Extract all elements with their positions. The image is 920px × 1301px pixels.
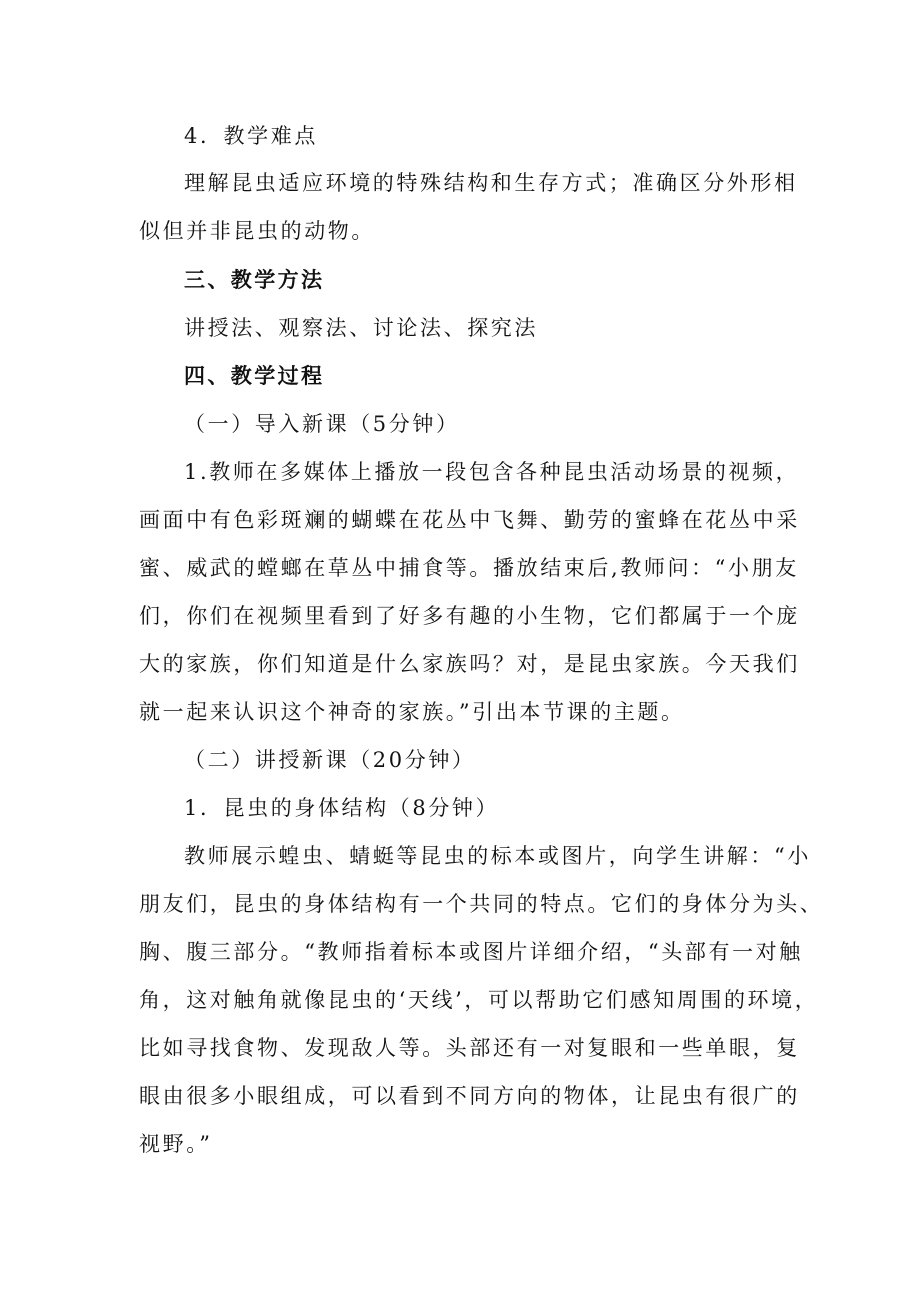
teaching-methods-text: 讲授法、观察法、讨论法、探究法	[184, 316, 538, 340]
paragraph-line: 角，这对触角就像昆虫的‘天线’，可以帮助它们感知周围的环境，	[139, 988, 819, 1012]
paragraph-line: 蜜、威武的螳螂在草丛中捕食等。播放结束后,教师问：“小朋友	[139, 556, 799, 580]
paragraph-line: 似但并非昆虫的动物。	[139, 219, 375, 243]
paragraph-line: 视野。”	[139, 1132, 213, 1156]
paragraph-line: 1.教师在多媒体上播放一段包含各种昆虫活动场景的视频，	[184, 460, 800, 484]
body-structure-heading: 1．昆虫的身体结构（8分钟）	[184, 796, 500, 820]
teaching-process-heading: 四、教学过程	[184, 364, 325, 388]
paragraph-line: 眼由很多小眼组成，可以看到不同方向的物体，让昆虫有很广的	[139, 1084, 800, 1108]
paragraph-line: 理解昆虫适应环境的特殊结构和生存方式；准确区分外形相	[184, 171, 798, 195]
new-lesson-subheading: （二）讲授新课（20分钟）	[184, 748, 476, 772]
paragraph-line: 教师展示蝗虫、蜻蜓等昆虫的标本或图片，向学生讲解：“小	[184, 844, 811, 868]
teaching-difficulty-heading: 4．教学难点	[184, 124, 318, 148]
paragraph-line: 们，你们在视频里看到了好多有趣的小生物，它们都属于一个庞	[139, 604, 800, 628]
paragraph-line: 胸、腹三部分。“教师指着标本或图片详细介绍，“头部有一对触	[139, 940, 803, 964]
teaching-methods-heading: 三、教学方法	[184, 268, 325, 292]
paragraph-line: 大的家族，你们知道是什么家族吗？对，是昆虫家族。今天我们	[139, 652, 800, 676]
intro-subheading: （一）导入新课（5分钟）	[184, 412, 460, 436]
paragraph-line: 就一起来认识这个神奇的家族。”引出本节课的主题。	[139, 700, 685, 724]
paragraph-line: 画面中有色彩斑斓的蝴蝶在花丛中飞舞、勤劳的蜜蜂在花丛中采	[139, 508, 800, 532]
paragraph-line: 朋友们，昆虫的身体结构有一个共同的特点。它们的身体分为头、	[139, 892, 824, 916]
paragraph-line: 比如寻找食物、发现敌人等。头部还有一对复眼和一些单眼，复	[139, 1036, 800, 1060]
